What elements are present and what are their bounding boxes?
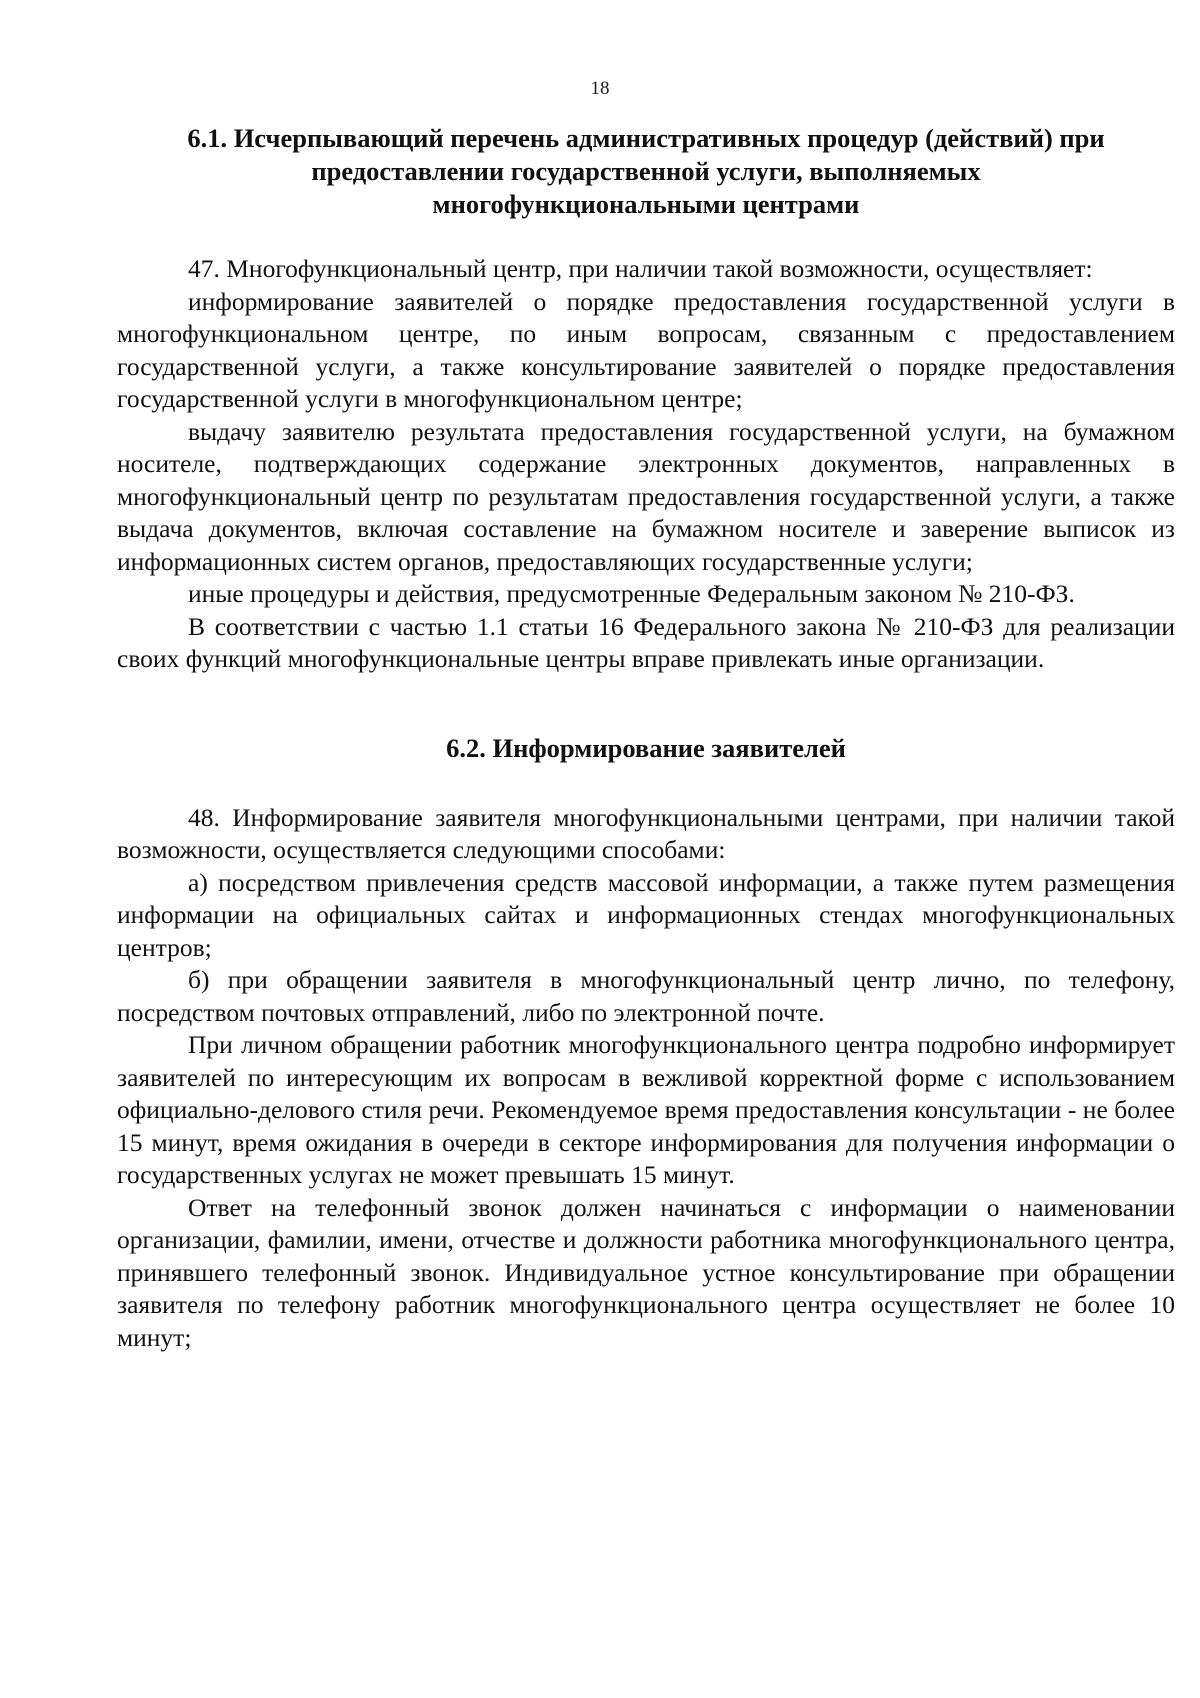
paragraph-item-b: б) при обращении заявителя в многофункциональный центр лично, по телефону, посредством почтовых отправлений, либо по электронной почте.: [117, 965, 1175, 1027]
paragraph-other-procedures: иные процедуры и действия, предусмотренные Федеральным законом № 210-ФЗ.: [188, 579, 1075, 608]
paragraph-personal-visit: При личном обращении работник многофункционального центра подробно информирует заявителей по интересующим их вопросам в вежливой корректной форме с использованием официально-делового стиля речи. Рекомендуемое время предоставления консультации - не более 15 минут, время ожидания в очереди в секторе информирования для получения информации о государственных услугах не может превышать 15 минут.: [117, 1030, 1175, 1189]
heading-line: 6.1. Исчерпывающий перечень административных процедур (действий) при: [187, 123, 1105, 153]
section-6-1-heading: [117, 122, 1175, 221]
heading-line: предоставлении государственной услуги, выполняемых: [311, 156, 981, 186]
page-number: 18: [590, 78, 610, 99]
paragraph-item-a: а) посредством привлечения средств массовой информации, а также путем размещения информации на официальных сайтах и информационных стендах многофункциональных центров;: [117, 867, 1175, 962]
paragraph-47-intro: 47. Многофункциональный центр, при наличии такой возможности, осуществляет:: [188, 254, 1093, 283]
paragraph-issuing-results: выдачу заявителю результата предоставления государственной услуги, на бумажном носителе, подтверждающих содержание электронных документов, направленных в многофункциональный центр по результатам предоставления государственной услуги, а также выдача документов, включая составление на бумажном носителе и заверение выписок из информационных систем органов, предоставляющих государственные услуги;: [117, 416, 1175, 576]
page-content: [117, 122, 1175, 1354]
paragraph-informing: информирование заявителей о порядке предоставления государственной услуги в многофункциональном центре, по иным вопросам, связанным с предоставлением государственной услуги, а также консультирование заявителей о порядке предоставления государственной услуги в многофункциональном центре;: [117, 286, 1175, 413]
paragraph-48-intro: 48. Информирование заявителя многофункциональными центрами, при наличии такой возможности, осуществляется следующими способами:: [117, 802, 1175, 864]
heading-line: многофункциональными центрами: [432, 189, 860, 219]
section-6-2-heading: 6.2. Информирование заявителей: [446, 732, 846, 763]
paragraph-article-16: В соответствии с частью 1.1 статьи 16 Федерального закона № 210-ФЗ для реализации своих функций многофункциональные центры вправе привлекать иные организации.: [117, 611, 1175, 673]
paragraph-phone-call: Ответ на телефонный звонок должен начинаться с информации о наименовании организации, фамилии, имени, отчестве и должности работника многофункционального центра, принявшего телефонный звонок. Индивидуальное устное консультирование при обращении заявителя по телефону работник многофункционального центра осуществляет не более 10 минут;: [117, 1192, 1175, 1352]
